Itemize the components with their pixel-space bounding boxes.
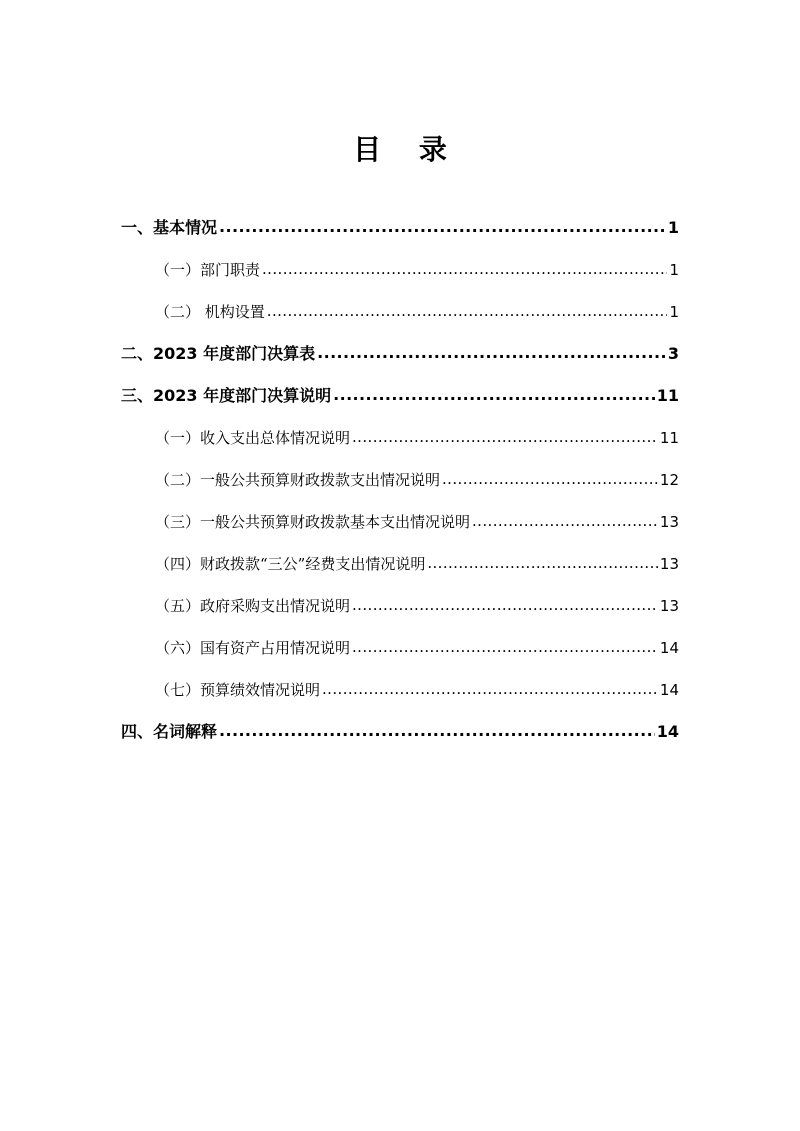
toc-page-number: 3: [667, 344, 679, 363]
dot-leader: [427, 542, 658, 584]
dot-leader: [352, 626, 658, 668]
toc-entry-department-duties[interactable]: [155, 249, 679, 291]
dot-leader: [333, 374, 655, 416]
table-of-contents: [0, 207, 800, 753]
dot-leader: [442, 458, 658, 500]
toc-entry-government-procurement[interactable]: [155, 585, 679, 627]
toc-entry-final-accounts-explanation[interactable]: [121, 375, 679, 417]
toc-page-number: 1: [669, 303, 679, 321]
toc-entry-label: （四）财政拨款“三公”经费支出情况说明: [155, 555, 426, 573]
toc-page-number: 14: [659, 639, 679, 657]
dot-leader: [352, 416, 658, 458]
toc-entry-general-budget-basic-expenditure[interactable]: [155, 501, 679, 543]
page-title: 目 录: [353, 133, 461, 166]
toc-entry-budget-performance[interactable]: [155, 669, 679, 711]
toc-entry-label: （一）部门职责: [155, 261, 261, 279]
dot-leader: [472, 500, 658, 542]
toc-entry-label: （七）预算绩效情况说明: [155, 681, 321, 699]
toc-entry-label: （六）国有资产占用情况说明: [155, 639, 351, 657]
toc-entry-income-expenditure[interactable]: [155, 417, 679, 459]
toc-entry-label: 四、名词解释: [121, 722, 218, 741]
dot-leader: [317, 332, 666, 374]
toc-page-number: 1: [667, 218, 679, 237]
toc-entry-label: 一、基本情况: [121, 218, 218, 237]
dot-leader: [267, 290, 668, 332]
dot-leader: [219, 206, 666, 248]
toc-page-number: 14: [659, 681, 679, 699]
toc-entry-label: 三、2023 年度部门决算说明: [121, 386, 332, 405]
toc-entry-glossary[interactable]: [121, 711, 679, 753]
toc-page-number: 11: [659, 429, 679, 447]
toc-page-number: 13: [659, 555, 679, 573]
toc-entry-state-assets[interactable]: [155, 627, 679, 669]
toc-page-number: 13: [659, 513, 679, 531]
dot-leader: [322, 668, 658, 710]
toc-entry-label: （二）一般公共预算财政拨款支出情况说明: [155, 471, 441, 489]
toc-entry-label: （一）收入支出总体情况说明: [155, 429, 351, 447]
toc-entry-label: 二、2023 年度部门决算表: [121, 344, 316, 363]
toc-entry-basic-info[interactable]: [121, 207, 679, 249]
toc-page-number: 1: [669, 261, 679, 279]
toc-entry-final-accounts-tables[interactable]: [121, 333, 679, 375]
toc-entry-organization[interactable]: [155, 291, 679, 333]
toc-page-number: 12: [659, 471, 679, 489]
dot-leader: [219, 710, 655, 752]
toc-entry-label: （三）一般公共预算财政拨款基本支出情况说明: [155, 513, 471, 531]
toc-page-number: 14: [656, 722, 679, 741]
toc-entry-three-public-expenses[interactable]: [155, 543, 679, 585]
toc-entry-general-budget-expenditure[interactable]: [155, 459, 679, 501]
toc-entry-label: （二） 机构设置: [155, 303, 265, 321]
dot-leader: [262, 248, 667, 290]
toc-page-number: 13: [659, 597, 679, 615]
toc-entry-label: （五）政府采购支出情况说明: [155, 597, 351, 615]
toc-page-number: 11: [656, 386, 679, 405]
dot-leader: [352, 584, 658, 626]
